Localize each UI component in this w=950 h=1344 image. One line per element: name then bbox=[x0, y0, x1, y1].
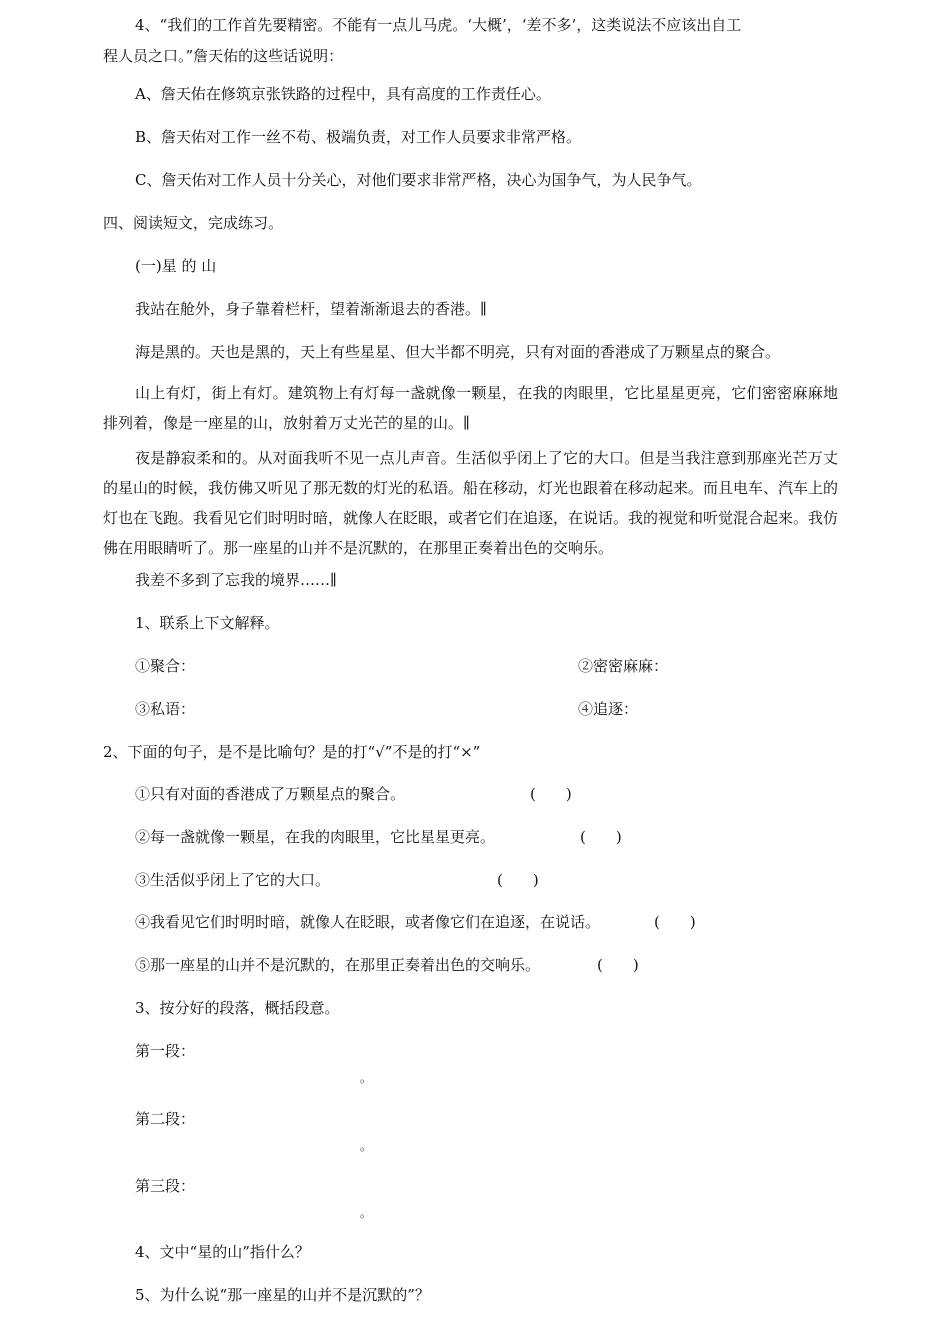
q2-answer-blank-3[interactable]: ( ) bbox=[497, 871, 539, 889]
q3-answer-line-3[interactable]: 。 bbox=[360, 1206, 373, 1220]
q3-prompt: 3、按分好的段落，概括段意。 bbox=[135, 999, 340, 1017]
q2-answer-blank-2[interactable]: ( ) bbox=[580, 828, 622, 846]
q1-prompt: 1、联系上下文解释。 bbox=[135, 614, 280, 632]
q4-option-c: C、詹天佑对工作人员十分关心，对他们要求非常严格，决心为国争气，为人民争气。 bbox=[135, 171, 702, 189]
q4-stem-line1: 4、“我们的工作首先要精密。不能有一点儿马虎。‘大概’，‘差不多’，这类说法不应该出自工 bbox=[135, 16, 742, 34]
q3-answer-line-2[interactable]: 。 bbox=[360, 1139, 373, 1153]
q3-label-1: 第一段： bbox=[135, 1042, 196, 1060]
q3-label-3: 第三段： bbox=[135, 1177, 196, 1195]
q2-item-3 bbox=[135, 870, 330, 890]
q2-item-text: ⑤那一座星的山并不是沉默的，在那里正奏着出色的交响乐。 bbox=[135, 956, 541, 974]
q2-item-text: ③生活似乎闭上了它的大口。 bbox=[135, 871, 331, 889]
passage-paragraph-1: 我站在舱外，身子靠着栏杆，望着渐渐退去的香港。∥ bbox=[135, 300, 487, 318]
q2-item-text: ④我看见它们时明时暗，就像人在眨眼，或者像它们在追逐，在说话。 bbox=[135, 913, 601, 931]
q2-answer-blank-1[interactable]: ( ) bbox=[530, 785, 572, 803]
q4-option-b: B、詹天佑对工作一丝不苟、极端负责，对工作人员要求非常严格。 bbox=[135, 128, 582, 146]
q2-item-1 bbox=[135, 784, 405, 804]
q2-prompt: 2、下面的句子，是不是比喻句？是的打“√”不是的打“×” bbox=[103, 743, 481, 761]
passage-paragraph-2: 海是黑的。天也是黑的，天上有些星星、但大半都不明亮，只有对面的香港成了万颗星点的聚合。 bbox=[135, 343, 781, 361]
q4-stem-line2: 程人员之口。”詹天佑的这些话说明： bbox=[103, 47, 344, 65]
passage-paragraph-3: 山上有灯，街上有灯。建筑物上有灯每一盏就像一颗星，在我的肉眼里，它比星星更亮，它们密密麻麻地排列着，像是一座星的山，放射着万丈光芒的星的山。∥ bbox=[103, 384, 838, 432]
passage-paragraph-5: 我差不多到了忘我的境界……∥ bbox=[135, 571, 337, 589]
q2-item-text: ②每一盏就像一颗星，在我的肉眼里，它比星星更亮。 bbox=[135, 828, 496, 846]
q2-item-5 bbox=[135, 955, 540, 975]
passage-title: (一)星 的 山 bbox=[135, 257, 217, 275]
q3-label-2: 第二段： bbox=[135, 1110, 196, 1128]
q1-term-2: ②密密麻麻： bbox=[578, 657, 669, 675]
section-heading: 四、阅读短文，完成练习。 bbox=[103, 214, 284, 232]
q4-prompt: 4、文中“星的山”指什么？ bbox=[135, 1243, 310, 1261]
passage-paragraph-4: 夜是静寂柔和的。从对面我听不见一点儿声音。生活似乎闭上了它的大口。但是当我注意到那座光芒万丈的星山的时候，我仿佛又听见了那无数的灯光的私语。船在移动，灯光也跟着在移动起来。而且电车、汽车上的灯也在飞跑。我看见它们时明时暗，就像人在眨眼，或者它们在追逐，在说话。我的视觉和听觉混合起来。我仿佛在用眼睛听了。那一座星的山并不是沉默的，在那里正奏着出色的交响乐。 bbox=[103, 449, 839, 557]
q2-answer-blank-4[interactable]: ( ) bbox=[654, 913, 696, 931]
q2-item-text: ①只有对面的香港成了万颗星点的聚合。 bbox=[135, 785, 406, 803]
q1-term-1: ①聚合： bbox=[135, 657, 196, 675]
q2-item-4 bbox=[135, 912, 600, 932]
q4-option-a: A、詹天佑在修筑京张铁路的过程中，具有高度的工作责任心。 bbox=[135, 85, 551, 103]
q1-term-3: ③私语： bbox=[135, 700, 196, 718]
q5-prompt: 5、为什么说“那一座星的山并不是沉默的”？ bbox=[135, 1286, 430, 1304]
q3-answer-line-1[interactable]: 。 bbox=[360, 1071, 373, 1085]
q2-item-2 bbox=[135, 827, 495, 847]
q1-term-4: ④追逐： bbox=[578, 700, 639, 718]
q2-answer-blank-5[interactable]: ( ) bbox=[597, 956, 639, 974]
